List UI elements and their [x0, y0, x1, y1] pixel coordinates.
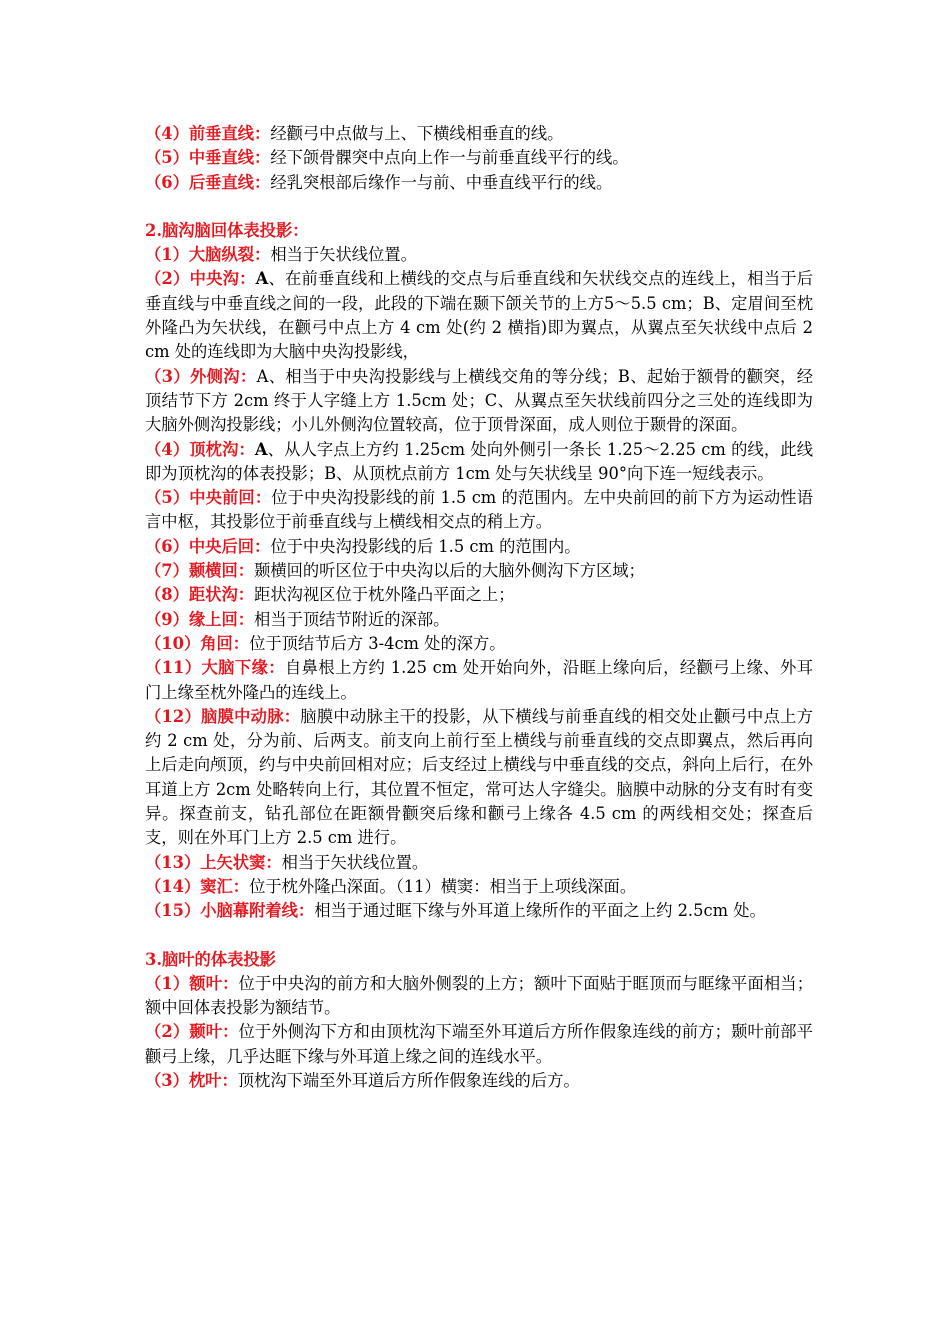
list-item [145, 899, 813, 923]
item-label: （5）中央前回： [145, 488, 272, 508]
item-label: （4）顶枕沟： [145, 439, 255, 459]
item-text: 位于外侧沟下方和由顶枕沟下端至外耳道后方所作假象连线的前方；颞叶前部平颧弓上缘，几乎达眶下缘与外耳道上缘之间的连线水平。 [145, 1022, 813, 1066]
item-label: （8）距状沟： [145, 585, 255, 605]
list-item [145, 875, 813, 899]
item-label: （2）中央沟： [145, 269, 256, 289]
item-text: 、在前垂直线和上横线的交点与后垂直线和矢状线交点的连线上，相当于后垂直线与中垂直线之间的一段，此段的下端在颞下颌关节的上方5～5.5 cm；B、定眉间至枕外隆凸为矢状线，在颧弓中点上方 4 cm 处(约 2 横指)即为翼点，从翼点至矢状线中点后 2 cm 处的连线即为大脑中央沟投影线， [145, 269, 813, 362]
item-label: （9）缘上回： [145, 609, 255, 629]
item-text: 顶枕沟下端至外耳道后方所作假象连线的后方。 [237, 1070, 580, 1090]
item-text: 位于顶结节后方 3-4cm 处的深方。 [249, 633, 506, 653]
item-label: （13）上矢状窦： [145, 852, 282, 872]
item-label: （1）额叶： [145, 973, 239, 993]
list-item [145, 559, 813, 583]
item-text: A、相当于中央沟投影线与上横线交角的等分线；B、起始于额骨的颧突，经顶结节下方 2cm 终于人字缝上方 1.5cm 处；C、从翼点至矢状线前四分之三处的连线即为大脑外侧沟投影线；小儿外侧沟位置较高，位于顶骨深面，成人则位于颞骨的深面。 [145, 366, 813, 435]
item-text: 相当于通过眶下缘与外耳道上缘所作的平面之上约 2.5cm 处。 [314, 901, 766, 921]
document-page [145, 122, 813, 1093]
item-label: （3）外侧沟： [145, 366, 257, 386]
item-text: 相当于矢状线位置。 [270, 245, 417, 265]
section-heading: 3.脑叶的体表投影 [145, 949, 276, 969]
list-item [145, 438, 813, 487]
item-label: （7）颞横回： [145, 561, 255, 581]
list-item [145, 243, 813, 267]
item-text: 位于中央沟投影线的前 1.5 cm 的范围内。左中央前回的前下方为运动性语言中枢，其投影位于前垂直线与上横线相交点的稍上方。 [145, 488, 813, 532]
spacer [145, 924, 813, 948]
item-text: 、从人字点上方约 1.25cm 处向外侧引一条长 1.25～2.25 cm 的线，此线即为顶枕沟的体表投影；B、从顶枕点前方 1cm 处与矢状线呈 90°向下连一短线表示。 [145, 439, 813, 483]
list-item [145, 656, 813, 705]
item-text: 自鼻根上方约 1.25 cm 处开始向外，沿眶上缘向后，经颧弓上缘、外耳门上缘至枕外隆凸的连线上。 [145, 658, 813, 702]
list-item [145, 267, 813, 364]
item-label: （10）角回： [145, 633, 250, 653]
item-lead: A [254, 439, 268, 459]
definition-line [145, 171, 813, 195]
list-item [145, 972, 813, 1021]
item-label: （1）大脑纵裂： [145, 245, 271, 265]
item-label: （5）中垂直线： [145, 148, 271, 168]
list-item [145, 365, 813, 438]
item-label: （3）枕叶： [145, 1070, 238, 1090]
definition-line [145, 146, 813, 170]
list-item [145, 583, 813, 607]
list-item [145, 1069, 813, 1093]
item-text: 位于枕外隆凸深面。（11）横窦：相当于上项线深面。 [249, 876, 637, 896]
spacer [145, 195, 813, 219]
item-label: （15）小脑幕附着线： [145, 901, 315, 921]
list-item [145, 851, 813, 875]
item-label: （6）中央后回： [145, 536, 271, 556]
item-text: 位于中央沟投影线的后 1.5 cm 的范围内。 [270, 536, 581, 556]
definition-line [145, 122, 813, 146]
item-label: （2）颞叶： [145, 1022, 239, 1042]
item-label: （12）脑膜中动脉： [145, 706, 301, 726]
list-item [145, 632, 813, 656]
item-text: 经颧弓中点做与上、下横线相垂直的线。 [270, 124, 564, 143]
item-text: 脑膜中动脉主干的投影，从下横线与前垂直线的相交处止颧弓中点上方约 2 cm 处，分为前、后两支。前支向上前行至上横线与前垂直线的交点即翼点，然后再向上后走向颅顶，约与中央前回相对应；后支经过上横线与中垂直线的交点，斜向上后行，在外耳道上方 2cm 处略转向上行，其位置不恒定，常可达人字缝尖。脑膜中动脉的分支有时有变异。探查前支，钻孔部位在距额骨颧突后缘和颧弓上缘各 4.5 cm 的两线相交处；探查后支，则在外耳门上方 2.5 cm 进行。 [145, 706, 813, 848]
item-label: （6）后垂直线： [145, 172, 271, 192]
item-text: 相当于矢状线位置。 [281, 852, 429, 872]
item-text: 距状沟视区位于枕外隆凸平面之上； [254, 585, 515, 605]
item-text: 经乳突根部后缘作一与前、中垂直线平行的线。 [270, 172, 613, 192]
list-item [145, 486, 813, 535]
item-label: （4）前垂直线： [145, 124, 271, 143]
list-item [145, 535, 813, 559]
item-text: 位于中央沟的前方和大脑外侧裂的上方；额叶下面贴于眶顶而与眶缘平面相当；额中回体表投影为额结节。 [145, 973, 813, 1018]
list-item [145, 608, 813, 632]
item-text: 颞横回的听区位于中央沟以后的大脑外侧沟下方区域； [254, 561, 645, 581]
item-lead: A [255, 269, 269, 289]
section-heading: 2.脑沟脑回体表投影： [145, 220, 309, 240]
item-text: 相当于顶结节附近的深部。 [254, 609, 450, 629]
item-label: （11）大脑下缘： [145, 658, 285, 678]
list-item [145, 705, 813, 851]
item-text: 经下颌骨髁突中点向上作一与前垂直线平行的线。 [270, 148, 629, 168]
item-label: （14）窦汇： [145, 876, 250, 896]
list-item [145, 1020, 813, 1069]
